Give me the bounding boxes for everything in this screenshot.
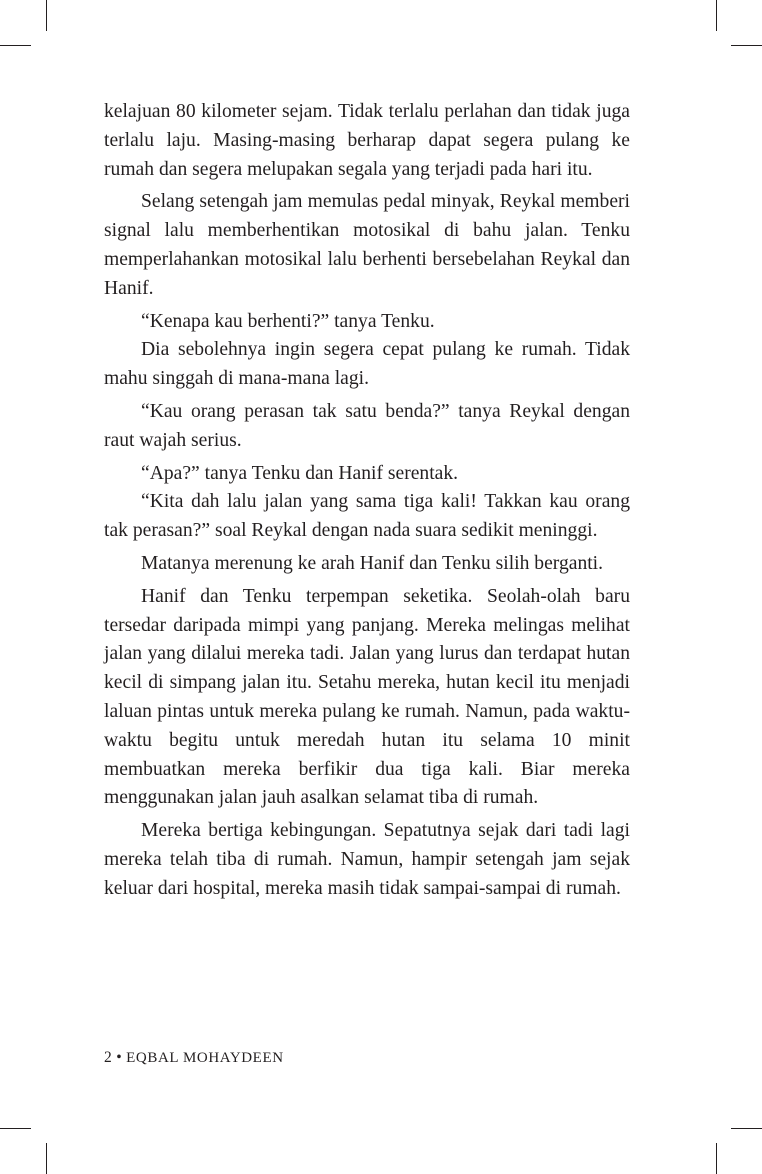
crop-mark-top-left-horizontal bbox=[0, 45, 31, 46]
paragraph: “Kenapa kau berhenti?” tanya Tenku. bbox=[141, 310, 435, 332]
body-text bbox=[104, 98, 630, 908]
paragraph: Matanya merenung ke arah Hanif dan Tenku silih berganti. bbox=[141, 552, 604, 574]
page-footer bbox=[104, 1049, 284, 1067]
paragraph: Hanif dan Tenku terpempan seketika. Seolah-olah baru tersedar daripada mimpi yang panjang. Mereka melingas melihat jalan yang dilalui mereka tadi. Jalan yang lurus dan terdapat hutan kecil di simpang jalan itu. Setahu mereka, hutan kecil itu menjadi laluan pintas untuk mereka pulang ke rumah. Namun, pada waktu-waktu begitu untuk meredah hutan itu selama 10 minit membuatkan mereka berfikir dua tiga kali. Biar mereka menggunakan jalan jauh asalkan selamat tiba di rumah. bbox=[104, 585, 630, 809]
page-number: 2 bbox=[104, 1049, 113, 1066]
crop-mark-bottom-right-horizontal bbox=[731, 1128, 762, 1129]
paragraph: “Kau orang perasan tak satu benda?” tanya Reykal dengan raut wajah serius. bbox=[104, 400, 630, 451]
footer-separator: • bbox=[116, 1049, 122, 1066]
paragraph: kelajuan 80 kilometer sejam. Tidak terlalu perlahan dan tidak juga terlalu laju. Masing-masing berharap dapat segera pulang ke rumah dan segera melupakan segala yang terjadi pada hari itu. bbox=[104, 101, 630, 180]
crop-mark-bottom-left-horizontal bbox=[0, 1128, 31, 1129]
paragraph: “Kita dah lalu jalan yang sama tiga kali! Takkan kau orang tak perasan?” soal Reykal dengan nada suara sedikit meninggi. bbox=[104, 491, 630, 542]
crop-mark-bottom-left-vertical bbox=[46, 1143, 47, 1174]
crop-mark-bottom-right-vertical bbox=[716, 1143, 717, 1174]
author-name: EQBAL MOHAYDEEN bbox=[126, 1050, 284, 1066]
paragraph: “Apa?” tanya Tenku dan Hanif serentak. bbox=[141, 462, 459, 484]
crop-mark-top-right-vertical bbox=[716, 0, 717, 31]
crop-mark-top-right-horizontal bbox=[731, 45, 762, 46]
crop-mark-top-left-vertical bbox=[46, 0, 47, 31]
paragraph: Selang setengah jam memulas pedal minyak, Reykal memberi signal lalu memberhentikan motosikal di bahu jalan. Tenku memperlahankan motosikal lalu berhenti bersebelahan Reykal dan Hanif. bbox=[104, 191, 630, 299]
paragraph: Mereka bertiga kebingungan. Sepatutnya sejak dari tadi lagi mereka telah tiba di rumah. Namun, hampir setengah jam sejak keluar dari hospital, mereka masih tidak sampai-sampai di rumah. bbox=[104, 820, 630, 899]
paragraph: Dia sebolehnya ingin segera cepat pulang ke rumah. Tidak mahu singgah di mana-mana lagi. bbox=[104, 339, 630, 390]
